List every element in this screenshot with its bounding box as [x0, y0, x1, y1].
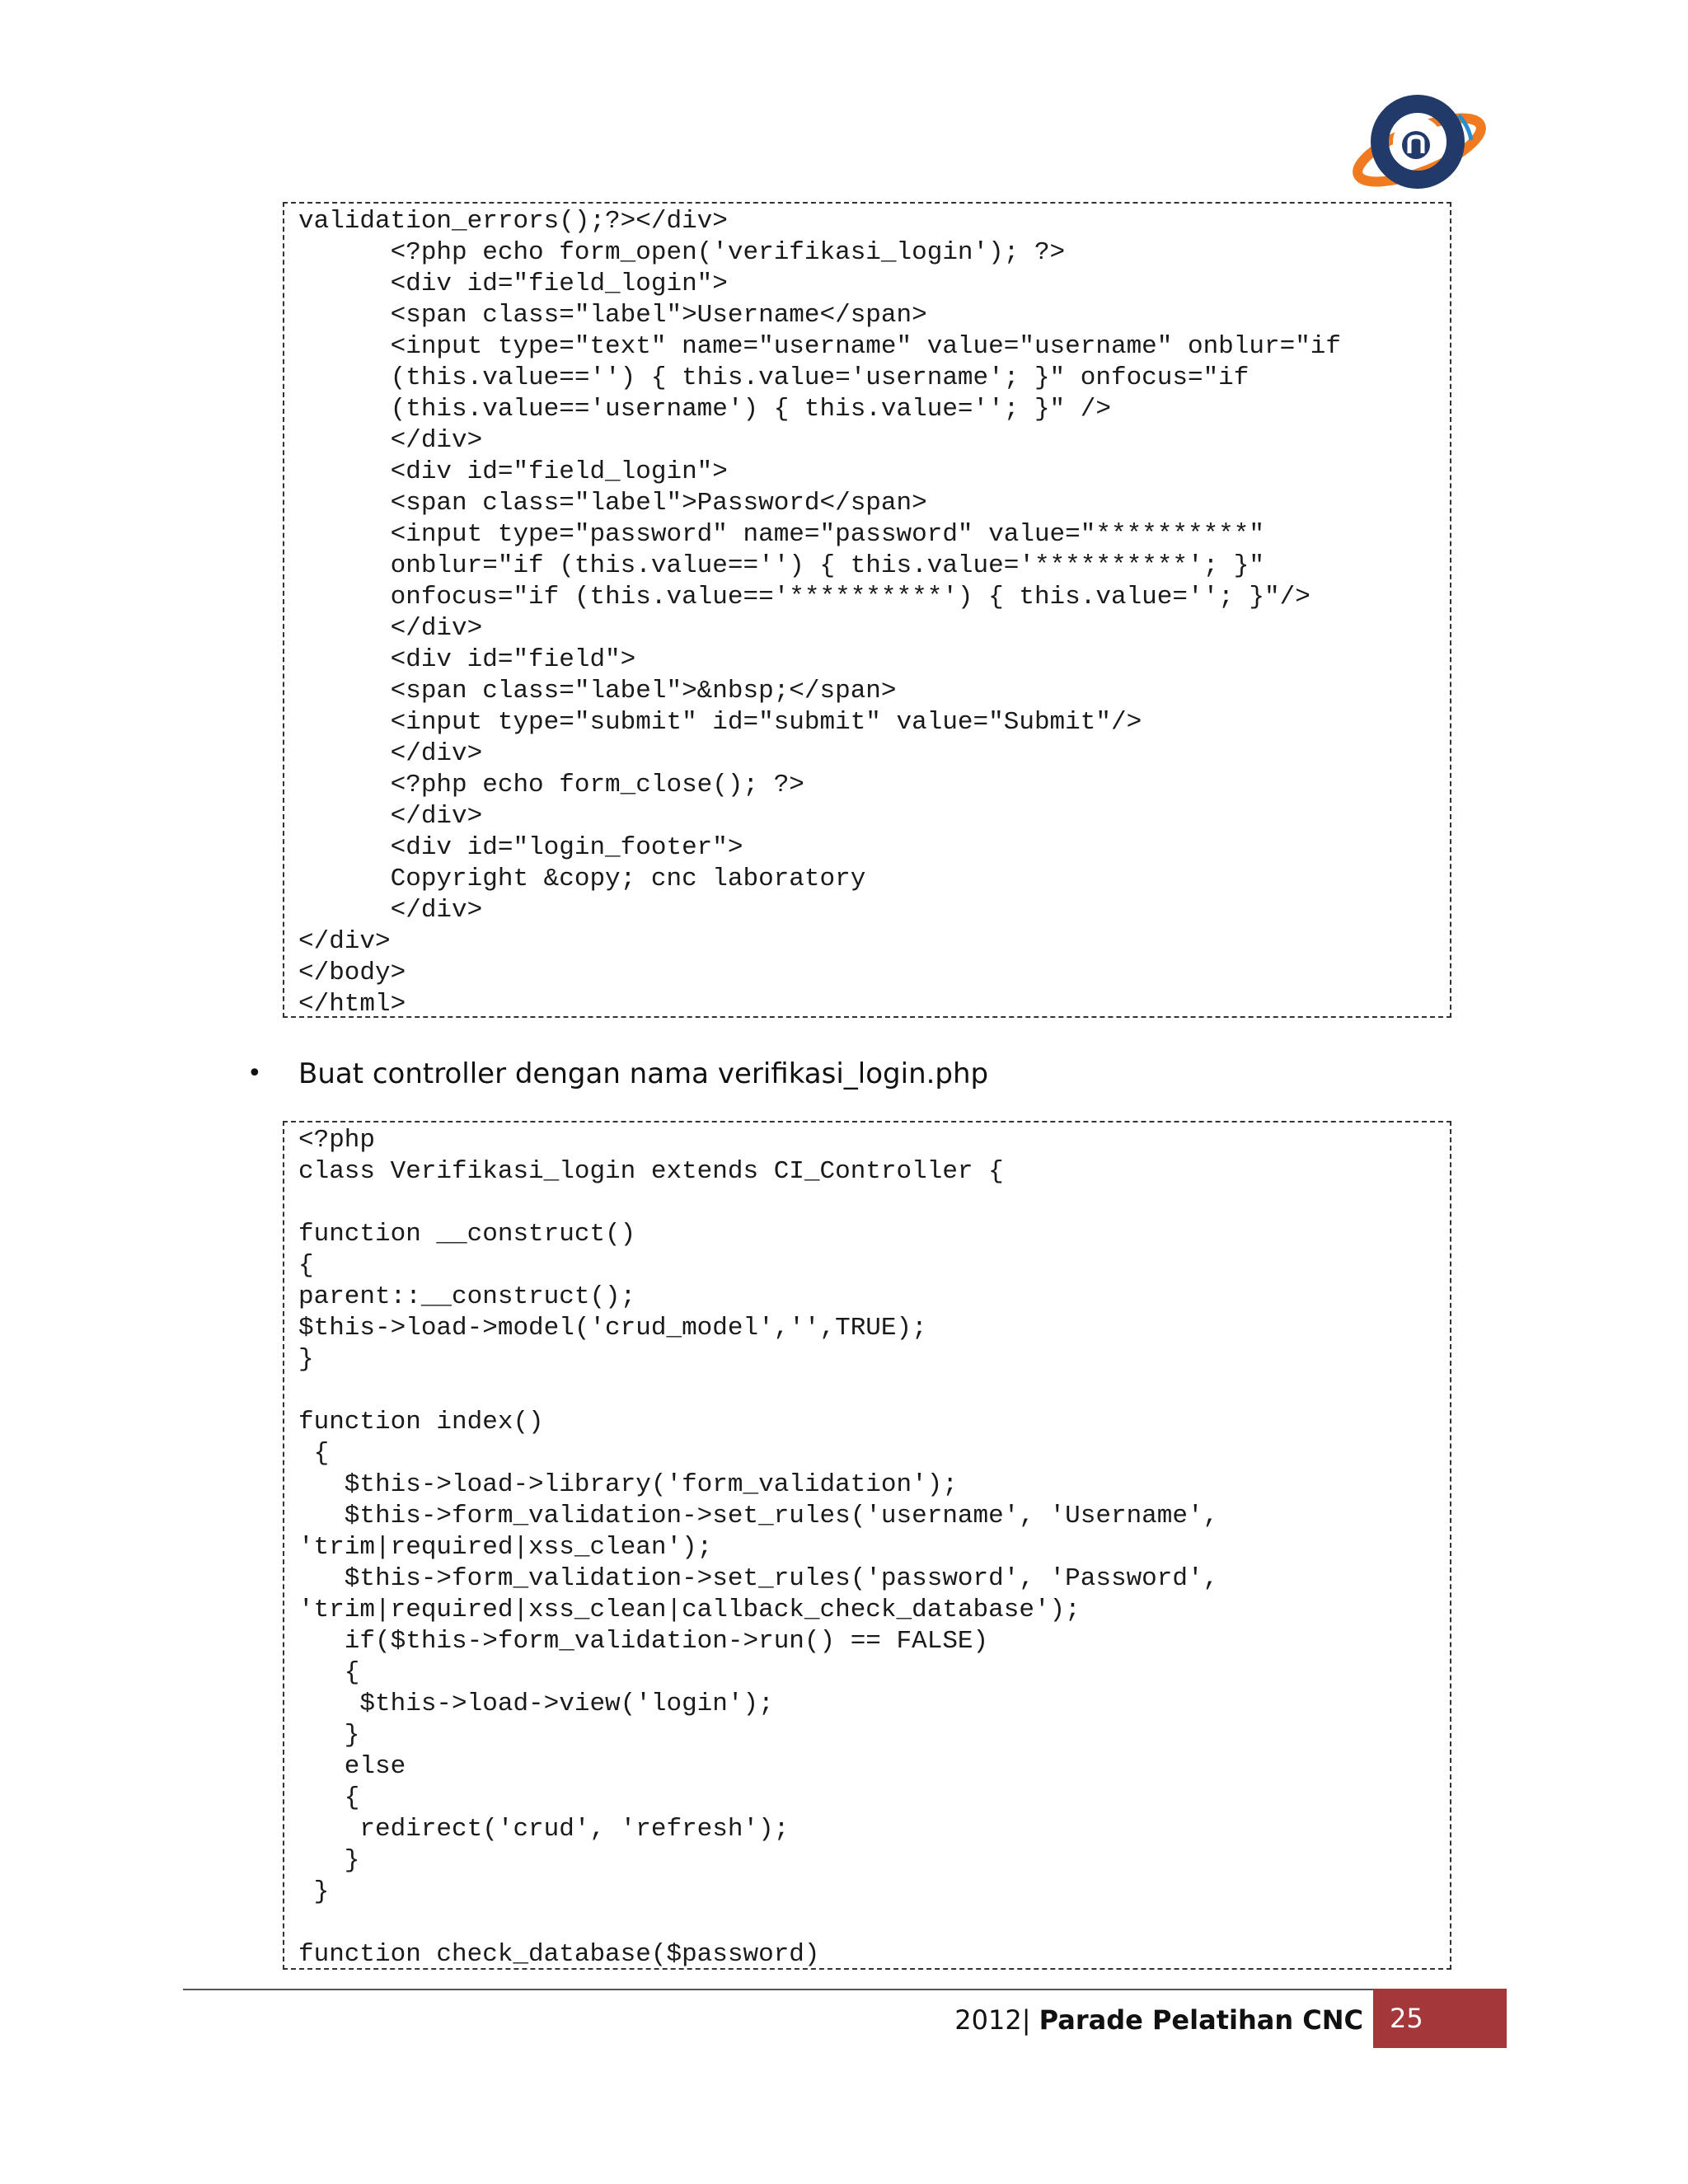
code-line: <span class="label">&nbsp;</span>: [298, 677, 897, 705]
code-line: function index(): [298, 1408, 544, 1436]
bullet-text: [298, 1053, 988, 1094]
code-line: $this->load->library('form_validation');: [298, 1470, 958, 1499]
bullet-symbol: •: [247, 1059, 262, 1088]
code-line: <div id="login_footer">: [298, 833, 743, 862]
cnc-laboratory-logo-icon: [1352, 91, 1492, 206]
code-line: (this.value=='username') { this.value=''; }" />: [298, 395, 1111, 424]
code-line: {: [298, 1658, 360, 1687]
code-line: <input type="text" name="username" value="username" onblur="if: [298, 332, 1342, 361]
footer-year: 2012: [954, 2004, 1022, 2036]
code-line: function check_database($password): [298, 1940, 820, 1969]
code-line: }: [298, 1846, 360, 1875]
code-line: onfocus="if (this.value=='**********') { this.value=''; }"/>: [298, 583, 1311, 612]
code-line: class Verifikasi_login extends CI_Controller {: [298, 1157, 1004, 1186]
code-line: <div id="field">: [298, 645, 636, 674]
code-line: 'trim|required|xss_clean');: [298, 1533, 713, 1562]
code-line: Copyright &copy; cnc laboratory: [298, 865, 866, 893]
code-line: </body>: [298, 958, 406, 987]
code-line: <input type="submit" id="submit" value="Submit"/>: [298, 708, 1142, 737]
code-line: <?php: [298, 1126, 376, 1155]
code-line: $this->load->model('crud_model','',TRUE);: [298, 1314, 927, 1343]
code-block-controller: [283, 1121, 1451, 1970]
code-line: }: [298, 1877, 330, 1906]
code-line: 'trim|required|xss_clean|callback_check_database');: [298, 1596, 1081, 1624]
footer-title: Parade Pelatihan CNC: [1039, 2004, 1363, 2036]
code-line: [298, 1908, 1450, 1939]
code-line: redirect('crud', 'refresh');: [298, 1815, 790, 1844]
code-line: {: [298, 1251, 314, 1280]
footer-separator: |: [1021, 2004, 1031, 2036]
bullet-text-plain: Buat controller dengan nama: [298, 1057, 718, 1090]
code-line: (this.value=='') { this.value='username'; }" onfocus="if: [298, 363, 1250, 392]
code-line: if($this->form_validation->run() == FALSE): [298, 1627, 989, 1656]
code-line: validation_errors();?></div>: [298, 207, 728, 236]
code-line: }: [298, 1345, 314, 1374]
code-block-login-view: [283, 202, 1451, 1018]
code-line: <?php echo form_close(); ?>: [298, 771, 804, 799]
code-line: <span class="label">Username</span>: [298, 301, 927, 330]
code-line: $this->form_validation->set_rules('username', 'Username',: [298, 1502, 1219, 1530]
code-line: [298, 1188, 1450, 1219]
code-line: function __construct(): [298, 1220, 636, 1249]
code-line: </div>: [298, 426, 483, 455]
code-line: parent::__construct();: [298, 1282, 636, 1311]
code-line: <?php echo form_open('verifikasi_login'); ?>: [298, 238, 1066, 267]
code-line: </div>: [298, 896, 483, 925]
code-line: </html>: [298, 990, 406, 1018]
code-line: onblur="if (this.value=='') { this.value='**********'; }": [298, 551, 1264, 580]
code-line: }: [298, 1721, 360, 1750]
code-line: $this->form_validation->set_rules('password', 'Password',: [298, 1564, 1219, 1593]
code-line: else: [298, 1752, 406, 1781]
code-line: {: [298, 1439, 330, 1468]
code-line: <input type="password" name="password" value="**********": [298, 520, 1264, 549]
code-line: </div>: [298, 739, 483, 768]
code-line: {: [298, 1783, 360, 1812]
code-line: <div id="field_login">: [298, 457, 728, 486]
code-line: </div>: [298, 802, 483, 831]
page-number: 25: [1373, 1989, 1507, 2048]
code-line: </div>: [298, 927, 391, 956]
code-line: <span class="label">Password</span>: [298, 489, 927, 518]
controller-filename: verifikasi_login.php: [717, 1057, 989, 1090]
code-line: $this->load->view('login');: [298, 1690, 774, 1718]
code-line: <div id="field_login">: [298, 269, 728, 298]
footer-label: [954, 1994, 1363, 2046]
code-line: [298, 1376, 1450, 1407]
code-line: </div>: [298, 614, 483, 643]
footer-divider: [183, 1989, 1373, 1990]
